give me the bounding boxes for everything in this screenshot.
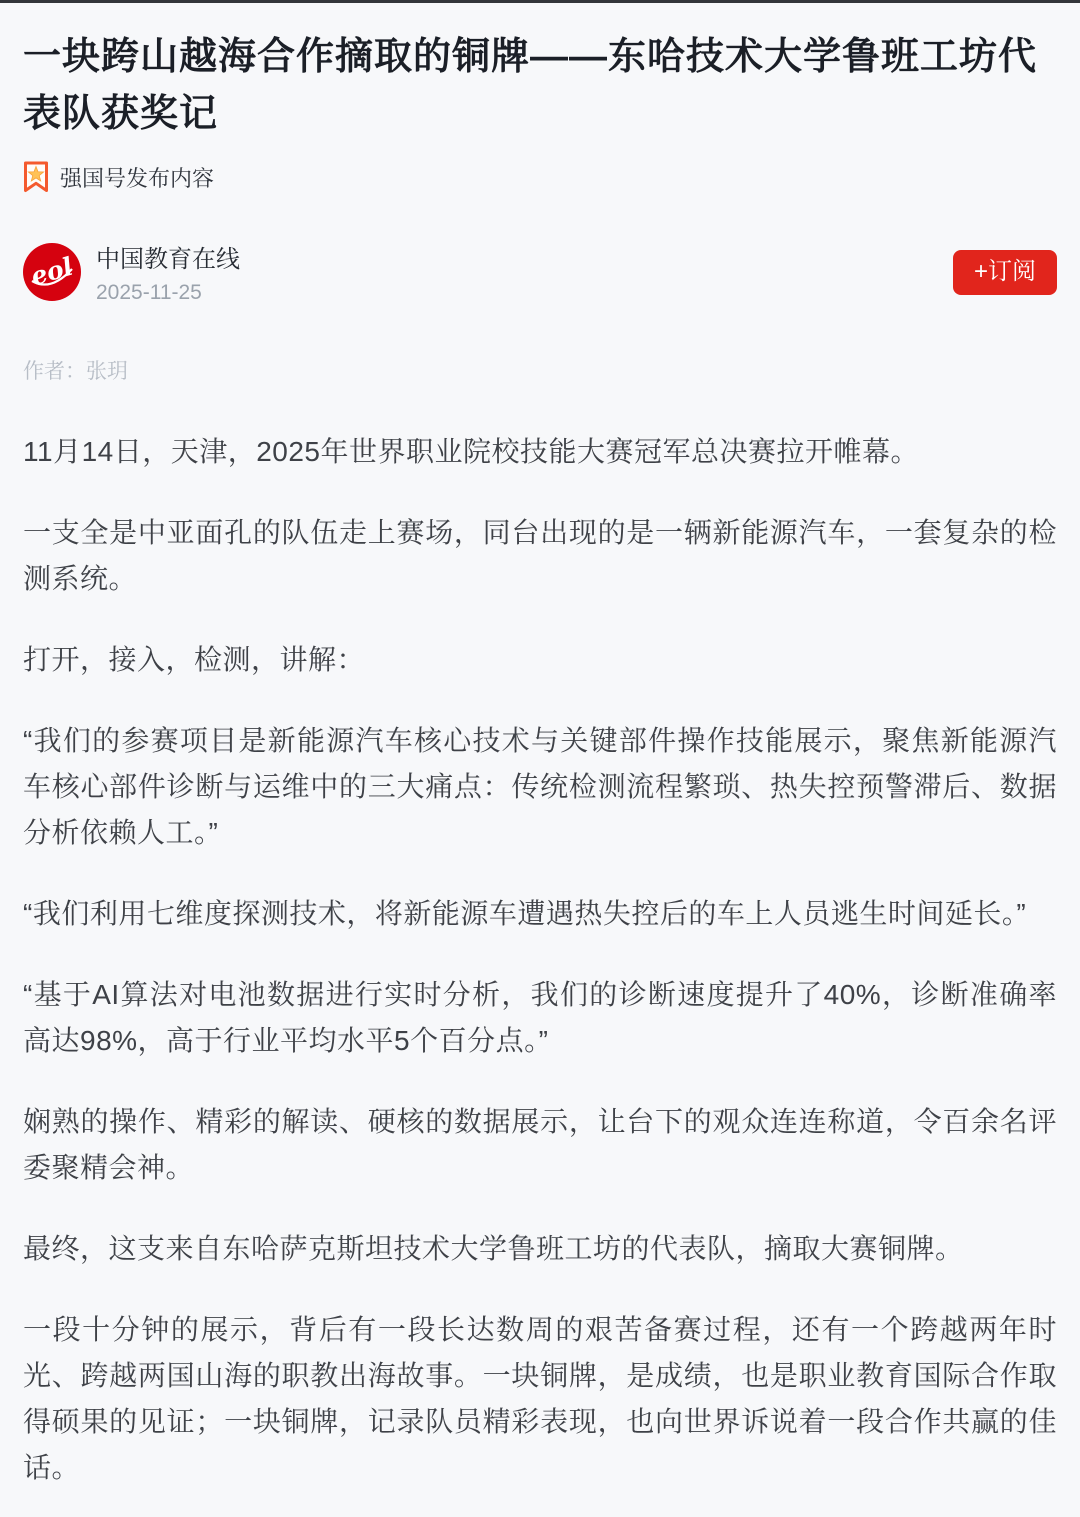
publisher-logo-text: eol xyxy=(27,251,77,292)
subscribe-button[interactable]: +订阅 xyxy=(953,250,1057,295)
article-paragraph: 11月14日，天津，2025年世界职业院校技能大赛冠军总决赛拉开帷幕。 xyxy=(23,436,920,467)
article-paragraph: 一段十分钟的展示，背后有一段长达数周的艰苦备赛过程，还有一个跨越两年时光、跨越两国山海的职教出海故事。一块铜牌，是成绩，也是职业教育国际合作取得硕果的见证；一块铜牌，记录队员精彩表现，也向世界诉说着一段合作共赢的佳话。 xyxy=(23,1314,1057,1483)
publisher-logo[interactable] xyxy=(23,243,81,301)
publisher-name[interactable]: 中国教育在线 xyxy=(96,246,240,273)
author-line: 作者：张玥 xyxy=(23,360,128,383)
article-paragraph: 打开，接入，检测，讲解： xyxy=(23,644,366,675)
publisher-row xyxy=(23,239,1057,305)
article-paragraph: “我们的参赛项目是新能源汽车核心技术与关键部件操作技能展示，聚焦新能源汽车核心部件诊断与运维中的三大痛点：传统检测流程繁琐、热失控预警滞后、数据分析依赖人工。” xyxy=(23,725,1057,848)
publish-date: 2025-11-25 xyxy=(96,281,202,304)
bookmark-star-icon xyxy=(23,161,49,193)
article-container xyxy=(0,3,1080,1517)
article-paragraph: “基于AI算法对电池数据进行实时分析，我们的诊断速度提升了40%，诊断准确率高达98%，高于行业平均水平5个百分点。” xyxy=(23,979,1057,1056)
article-paragraph: 娴熟的操作、精彩的解读、硬核的数据展示，让台下的观众连连称道，令百余名评委聚精会神。 xyxy=(23,1106,1057,1183)
article-paragraph: “我们利用七维度探测技术，将新能源车遭遇热失控后的车上人员逃生时间延长。” xyxy=(23,898,1027,929)
publisher-meta xyxy=(96,239,953,305)
article-title: 一块跨山越海合作摘取的铜牌——东哈技术大学鲁班工坊代表队获奖记 xyxy=(23,36,1038,135)
article-body xyxy=(23,429,1057,1491)
qiangguo-badge xyxy=(23,161,1057,193)
badge-label: 强国号发布内容 xyxy=(60,165,215,191)
article-paragraph: 最终，这支来自东哈萨克斯坦技术大学鲁班工坊的代表队，摘取大赛铜牌。 xyxy=(23,1233,964,1264)
article-paragraph: 一支全是中亚面孔的队伍走上赛场，同台出现的是一辆新能源汽车，一套复杂的检测系统。 xyxy=(23,517,1057,594)
